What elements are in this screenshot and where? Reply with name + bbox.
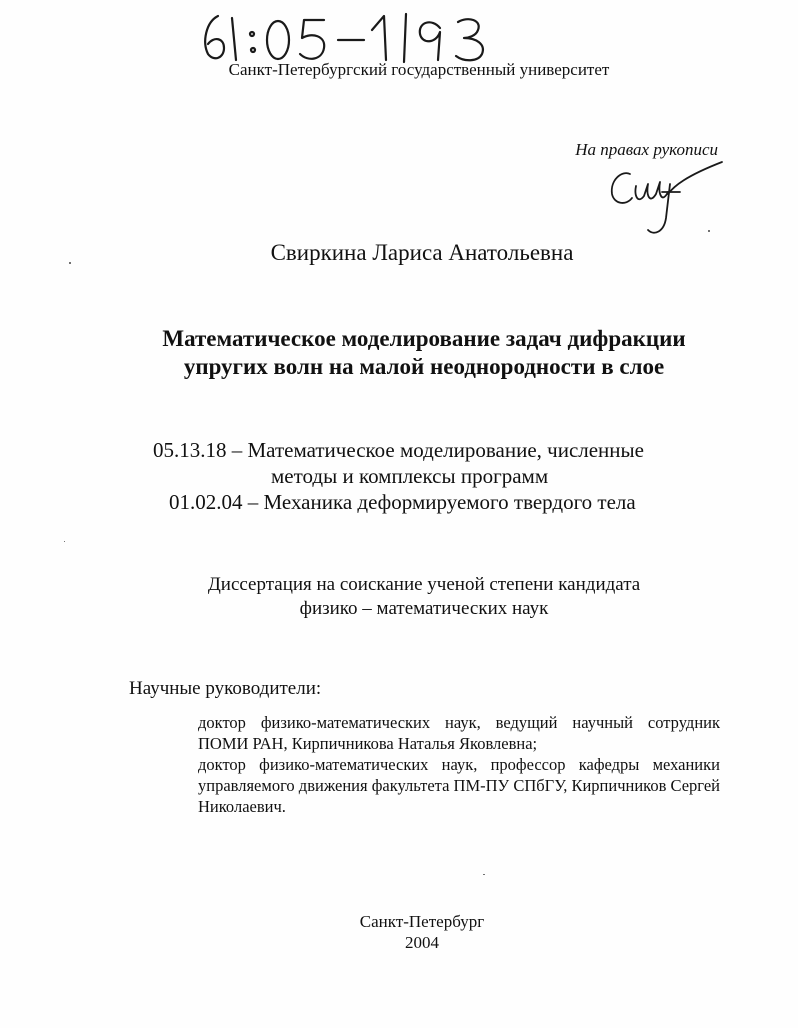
degree-line-1: Диссертация на соискание ученой степени кандидата [207,574,641,595]
specialty-code-1: 05.13.18 – Математическое моделирование, численные [153,438,644,462]
supervisors-list [198,712,720,817]
scan-speck [69,262,71,264]
author-signature [600,156,730,246]
degree-line-2: физико – математических наук [299,598,549,619]
scan-speck [64,541,65,542]
author-name: Свиркина Лариса Анатольевна [270,240,574,265]
scan-speck [708,230,710,232]
rights-notice: На правах рукописи [575,140,718,159]
signature-icon [600,156,730,246]
handwritten-stamp-icon [196,8,516,66]
archive-stamp-number [196,8,516,66]
publication-year: 2004 [405,933,439,952]
supervisor-entry: доктор физико-математических наук, ведущий научный сотрудник ПОМИ РАН, Кирпичникова Наталья Яковлевна; [198,713,720,753]
specialty-code-2: 01.02.04 – Механика деформируемого твердого тела [169,490,636,514]
title-line-1: Математическое моделирование задач дифракции [162,326,686,351]
publication-place [0,911,798,953]
city-name: Санкт-Петербург [359,912,485,931]
specialty-code-1-continuation: методы и комплексы программ [271,464,549,488]
supervisor-entry: доктор физико-математических наук, профессор кафедры механики управляемого движения факультета ПМ-ПУ СПбГУ, Кирпичников Сергей Николаевич. [198,755,720,816]
supervisors-heading: Научные руководители: [129,678,322,699]
scan-speck [483,874,485,875]
dissertation-title [0,325,798,381]
degree-statement [0,573,798,621]
title-line-2: упругих волн на малой неоднородности в слое [183,354,665,379]
university-name: Санкт-Петербургский государственный университет [228,60,610,79]
